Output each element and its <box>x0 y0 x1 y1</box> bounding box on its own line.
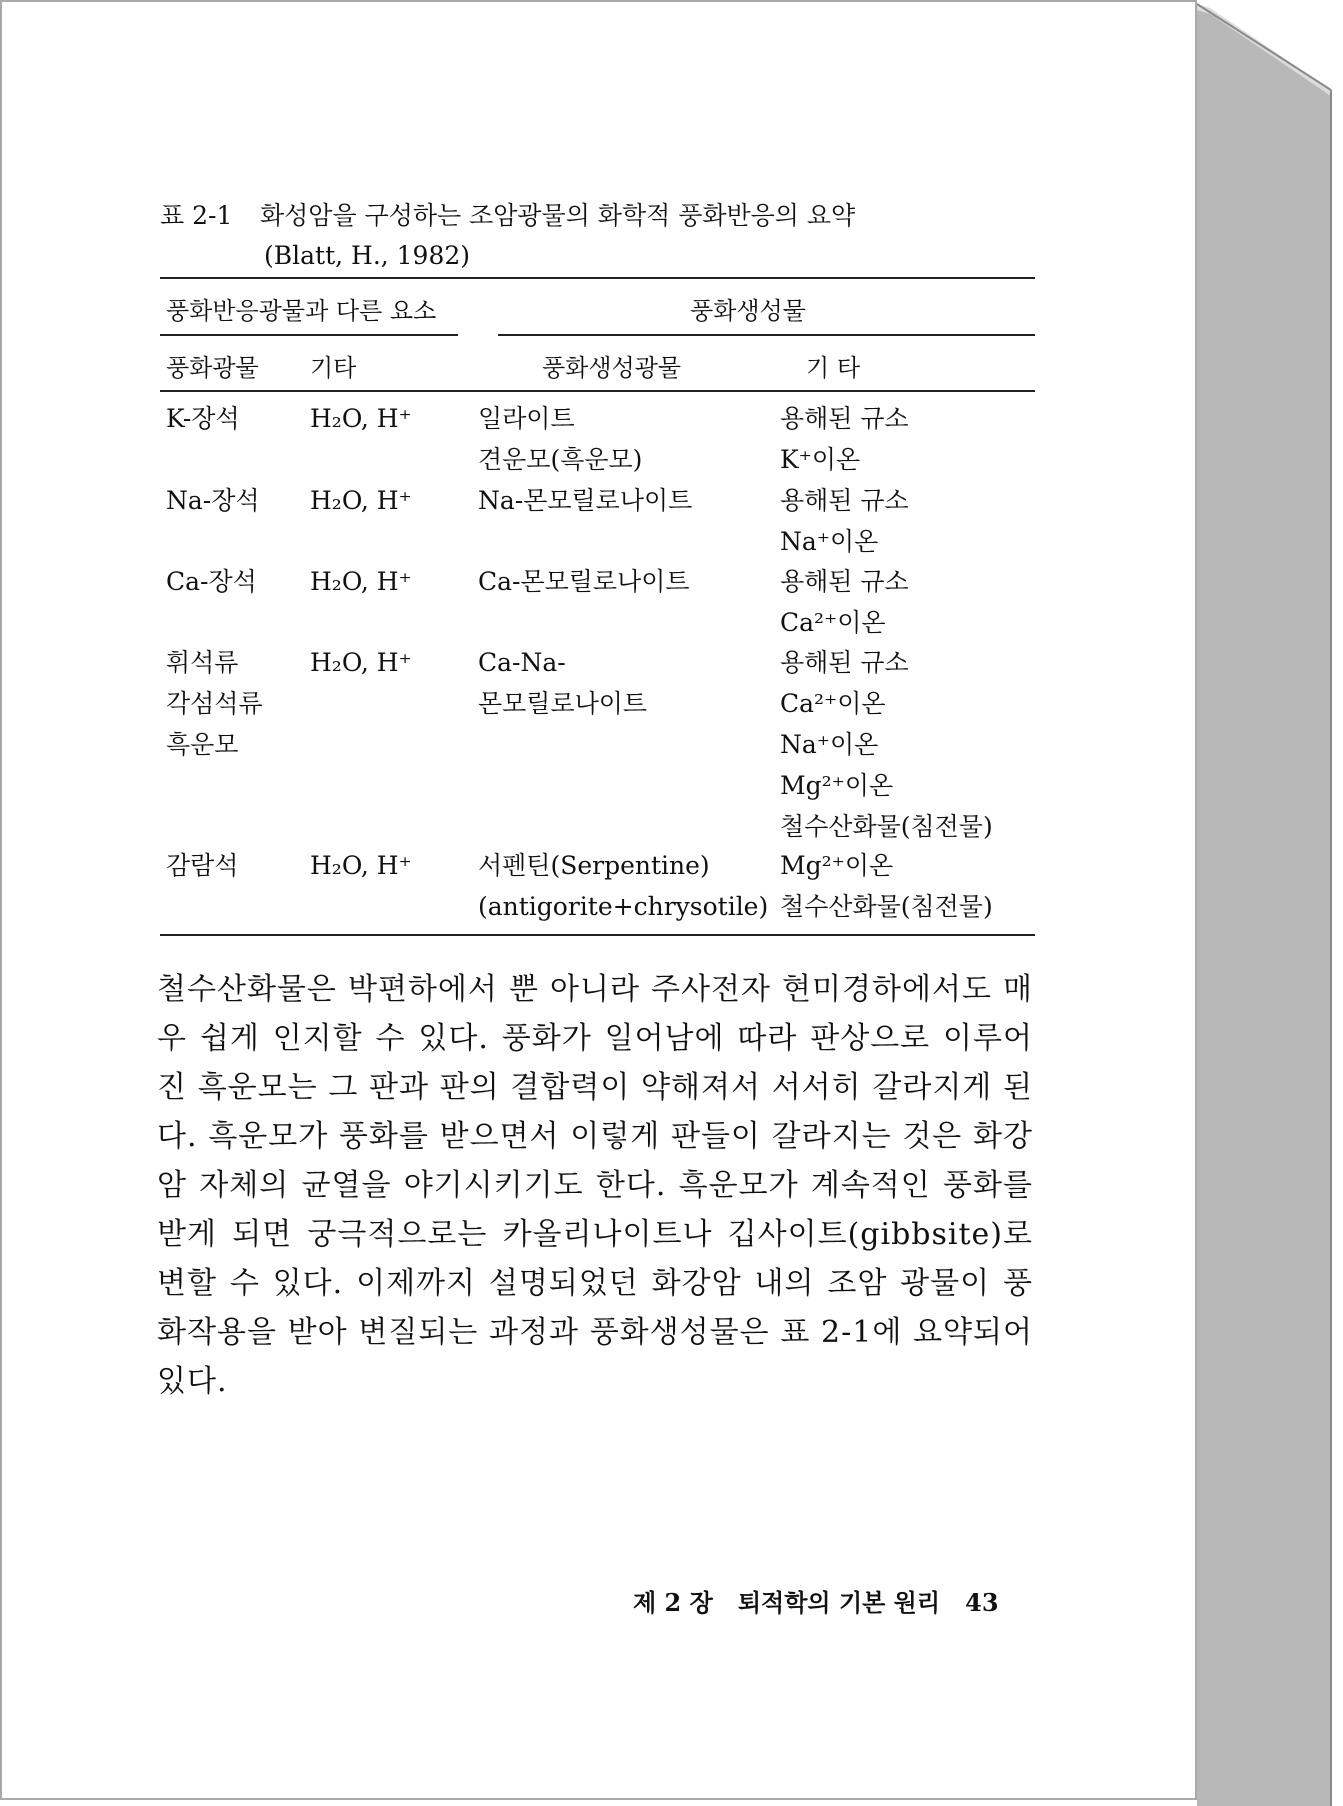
table-top-rule <box>160 277 1035 279</box>
product-cell <box>478 845 768 927</box>
table-bottom-rule <box>160 934 1035 936</box>
table-source: (Blatt, H., 1982) <box>264 241 471 270</box>
extra-cell <box>780 642 993 847</box>
product-cell <box>478 480 692 521</box>
group-header-right: 풍화생성물 <box>690 297 806 325</box>
table-row <box>166 480 260 521</box>
table-row <box>166 561 257 602</box>
product-line: Ca-Na- <box>478 648 566 677</box>
extra-cell <box>780 398 909 480</box>
table-row <box>166 398 240 439</box>
product-cell <box>478 561 690 602</box>
mineral-cell: Na-장석 <box>166 486 260 515</box>
extra-line: K⁺이온 <box>780 445 861 474</box>
group-rule-right <box>498 334 1035 336</box>
mineral-cell: 흑운모 <box>166 730 239 759</box>
body-paragraph: 철수산화물은 박편하에서 뿐 아니라 주사전자 현미경하에서도 매우 쉽게 인지할 수 있다. 풍화가 일어남에 따라 판상으로 이루어진 흑운모는 그 판과 판의 결합력이 약해져서 서서히 갈라지게 된다. 흑운모가 풍화를 받으면서 이렇게 판들이 갈라지는 것은 화강암 자체의 균열을 야기시키기도 한다. 흑운모가 계속적인 풍화를 받게 되면 궁극적으로는 카올리나이트나 깁사이트(gibbsite)로 변할 수 있다. 이제까지 설명되었던 화강암 내의 조암 광물이 풍화작용을 받아 변질되는 과정과 풍화생성물은 표 2-1에 요약되어 있다. <box>157 972 1033 1399</box>
other-cell: H₂O, H⁺ <box>310 486 412 515</box>
chapter-title: 퇴적학의 기본 원리 <box>737 1588 941 1617</box>
extra-line: Mg²⁺이온 <box>780 851 894 880</box>
other-cell: H₂O, H⁺ <box>310 567 412 596</box>
page-number: 43 <box>965 1588 999 1617</box>
extra-cell <box>780 845 993 927</box>
product-line: 서펜틴(Serpentine) <box>478 851 710 880</box>
extra-line: Ca²⁺이온 <box>780 608 886 637</box>
extra-line: Ca²⁺이온 <box>780 689 886 718</box>
column-header-product: 풍화생성광물 <box>542 354 682 382</box>
column-header-mineral: 풍화광물 <box>166 354 259 382</box>
product-line: 몬모릴로나이트 <box>478 689 648 718</box>
mineral-cell: Ca-장석 <box>166 567 257 596</box>
extra-line: 용해된 규소 <box>780 648 909 677</box>
column-header-other: 기타 <box>310 354 357 382</box>
group-rule-left <box>160 334 458 336</box>
extra-line: 용해된 규소 <box>780 486 909 515</box>
product-line: Na-몬모릴로나이트 <box>478 486 693 515</box>
mineral-cell: K-장석 <box>166 404 240 433</box>
extra-line: 철수산화물(침전물) <box>780 892 993 921</box>
extra-cell <box>780 480 909 562</box>
table-caption <box>160 196 855 276</box>
table-row <box>166 845 238 886</box>
group-header-left: 풍화반응광물과 다른 요소 <box>166 297 437 325</box>
product-cell <box>478 642 647 724</box>
extra-cell <box>780 561 909 643</box>
product-line: 견운모(흑운모) <box>478 445 643 474</box>
extra-line: 용해된 규소 <box>780 567 909 596</box>
product-line: Ca-몬모릴로나이트 <box>478 567 690 596</box>
extra-line: 철수산화물(침전물) <box>780 812 993 841</box>
extra-line: Na⁺이온 <box>780 730 879 759</box>
table-title: 화성암을 구성하는 조암광물의 화학적 풍화반응의 요약 <box>260 201 856 230</box>
product-line: (antigorite+chrysotile) <box>478 892 769 921</box>
column-header-extra: 기 타 <box>806 354 860 382</box>
product-line: 일라이트 <box>478 404 575 433</box>
extra-line: Na⁺이온 <box>780 527 879 556</box>
product-cell <box>478 398 642 480</box>
table-number: 표 2-1 <box>160 201 233 230</box>
mineral-cell: 감람석 <box>166 851 239 880</box>
table-row <box>166 642 263 765</box>
other-cell: H₂O, H⁺ <box>310 851 412 880</box>
page-footer <box>633 1583 999 1618</box>
mineral-cell: 각섬석류 <box>166 689 263 718</box>
header-bottom-rule <box>160 390 1035 392</box>
extra-line: 용해된 규소 <box>780 404 909 433</box>
other-cell: H₂O, H⁺ <box>310 404 412 433</box>
extra-line: Mg²⁺이온 <box>780 771 894 800</box>
mineral-cell: 휘석류 <box>166 648 239 677</box>
other-cell: H₂O, H⁺ <box>310 648 412 677</box>
chapter-number: 제 2 장 <box>633 1588 713 1617</box>
